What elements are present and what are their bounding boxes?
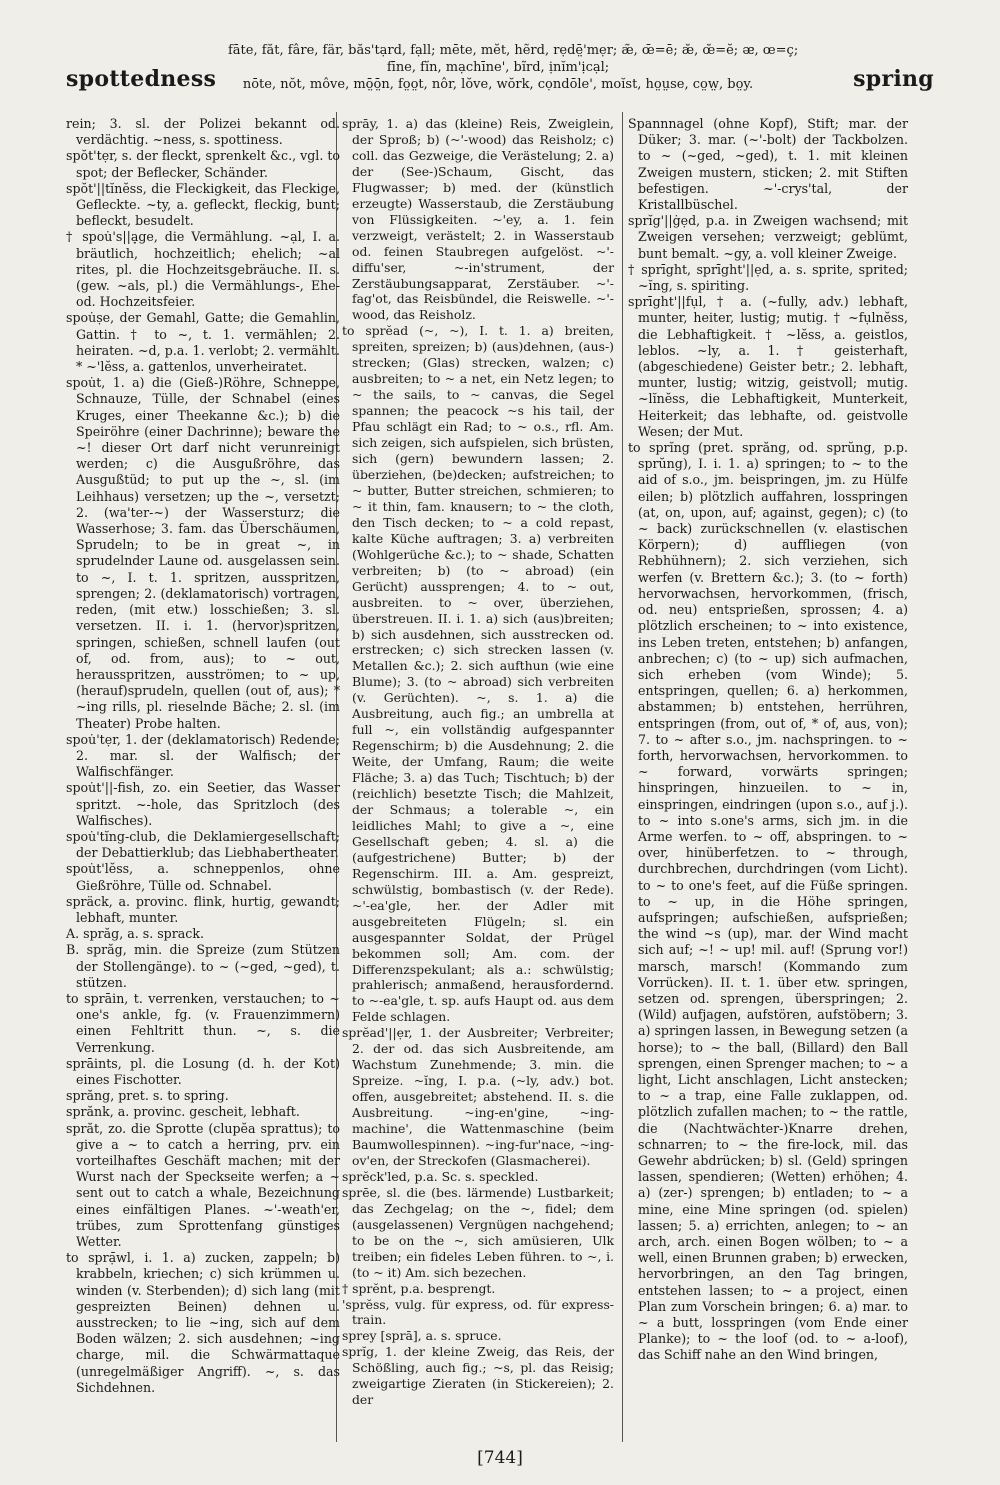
dictionary-entry: sprăng, pret. s. to spring. (66, 1088, 229, 1104)
dictionary-entry: to sprạ̄wl, i. 1. a) zucken, zappeln; b) krabbeln, kriechen; c) sich krümmen u. winden (v. Sterbenden); d) sich lang (mit gespreizten Beinen) dehnen u. ausstrecken; to lie ~ing, sich auf dem Boden wälzen; 2. sich ausdehnen; ~ing charge, mil. die Schwärmattaque (unregelmäßiger Angriff). ~, s. das Sichdehnen. (66, 1250, 340, 1395)
column-divider (622, 112, 623, 1442)
dictionary-entry: sprănk, a. provinc. gescheit, lebhaft. (66, 1104, 300, 1120)
dictionary-entry: spou̇ṣe, der Gemahl, Gatte; die Gemahlin, Gattin. † to ~, t. 1. vermählen; 2. heiraten. ~d, p.a. 1. verlobt; 2. vermählt. * ~'lĕss, a. gattenlos, unverheiratet. (66, 310, 340, 375)
dictionary-entry: spou̇'tẹr, 1. der (deklamatorisch) Redende; 2. mar. sl. der Walfisch; der Walfischfänger. (66, 731, 340, 780)
pronunciation-key (228, 42, 799, 93)
dictionary-entry: 'sprĕss, vulg. für express, od. für express-train. (342, 1296, 614, 1328)
pronunciation-key-line: fīne, fĭn, mạchīne', bĩrd, ịnĭm'ịcạl; (386, 60, 610, 75)
dictionary-entry: A. sprăg, a. s. sprack. (66, 926, 204, 942)
dictionary-entry: spou̇t'lĕss, a. schneppenlos, ohne Gießröhre, Tülle od. Schnabel. (66, 861, 340, 893)
guide-word-left: spottedness (66, 66, 217, 92)
dictionary-entry: spou̇t, 1. a) die (Gieß-)Röhre, Schneppe, Schnauze, Tülle, der Schnabel (eines Kruges, einer Theekanne &c.); b) die Speiröhre (einer Dachrinne); beware the ~! dieser Ort darf nicht verunreinigt werden; c) die Ausgußröhre, das Ausgußtüd; to put up the ~, sl. (im Leihhaus) versetzen; up the ~, versetzt; 2. (wa'ter-~) der Wassersturz; die Wasserhose; 3. fam. das Überschäumen, Sprudeln; to be in great ~, in sprudelnder Laune od. ausgelassen sein. to ~, I. t. 1. spritzen, ausspritzen, sprengen; 2. (deklamatorisch) vortragen, reden, (mit etw.) losschießen; 3. sl. versetzen. II. i. 1. (hervor)spritzen, springen, schießen, schnell laufen (out of, od. from, aus); to ~ out, herausspritzen, ausströmen; to ~ up, (herauf)sprudeln, quellen (out of, aus); * ~ing rills, pl. rieselnde Bäche; 2. sl. (im Theater) Probe halten. (66, 375, 340, 731)
dictionary-entry: Spannnagel (ohne Kopf), Stift; mar. der Düker; 3. mar. (~'-bolt) der Tackbolzen. to ~ (~ged, ~ged), t. 1. mit kleinen Zweigen mustern, sticken; 2. mit Stiften befestigen. ~'-crys'tal, der Kristallbüschel. (628, 116, 908, 213)
page-number: [744] (477, 1448, 523, 1468)
dictionary-entry: spou̇t'||-fish, zo. ein Seetier, das Wasser spritzt. ~-hole, das Spritzloch (des Walfisches). (66, 780, 340, 828)
dictionary-entry: B. sprăg, min. die Spreize (zum Stützen der Stollengänge). to ~ (~ged, ~ged), t. stützen. (66, 942, 340, 990)
dictionary-entry: spŏt'tẹr, s. der fleckt, sprenkelt &c., vgl. to spot; der Beflecker, Schänder. (66, 148, 340, 180)
dictionary-entry: to sprĭng (pret. sprăng, od. sprŭng, p.p. sprŭng), I. i. 1. a) springen; to ~ to the aid of s.o., jm. beispringen, jm. zu Hülfe eilen; b) plötzlich auffahren, losspringen (at, on, upon, auf; against, gegen); c) (to ~ back) zurückschnellen (v. elastischen Körpern); d) auffliegen (von Rebhühnern); 2. sich verziehen, sich werfen (v. Brettern &c.); 3. (to ~ forth) hervorwachsen, hervorkommen, (frisch, od. neu) entsprießen, sprossen; 4. a) plötzlich erscheinen; to ~ into existence, ins Leben treten, entstehen; b) anfangen, anbrechen; c) (to ~ up) sich aufmachen, sich erheben (vom Winde); 5. entspringen, quellen; 6. a) herkommen, abstammen; b) entstehen, herrühren, entspringen (from, out of, * of, aus, von); 7. to ~ after s.o., jm. nachspringen. to ~ forth, hervorwachsen, hervorkommen. to ~ forward, vorwärts springen; hinspringen, hinzueilen. to ~ in, einspringen, eindringen (upon s.o., auf j.). to ~ into s.one's arms, sich jm. in die Arme werfen. to ~ off, abspringen. to ~ over, hinüberfetzen. to ~ through, durchbrechen, durchdringen (vom Licht). to ~ to one's feet, auf die Füße springen. to ~ up, in die Höhe springen, aufspringen; aufschießen, aufsprießen; the wind ~s (up), mar. der Wind macht sich auf; ~! ~ up! mil. auf! (Sprung vor!) marsch, marsch! (Kommando zum Vorrücken). II. t. 1. über etw. springen, setzen od. sprengen, überspringen; 2. (Wild) aufjagen, aufstören, aufstöbern; 3. a) springen lassen, in Bewegung setzen (a horse); to ~ the ball, (Billard) den Ball sprengen, einen Sprenger machen; to ~ a light, Licht anschlagen, Licht anstecken; to ~ a trap, eine Falle zuklappen, od. plötzlich zufallen machen; to ~ the rattle, die (Nachtwächter-)Knarre drehen, schnarren; to ~ the fire-lock, mil. das Gewehr abdrücken; b) sl. (Geld) springen lassen, spendieren; (Wetten) erhöhen; 4. a) (zer-) sprengen; b) entladen; to ~ a mine, eine Mine springen (od. spielen) lassen; 5. a) errichten, anlegen; to ~ an arch, arch. einen Bogen wölben; to ~ a well, einen Brunnen graben; b) erwecken, hervorbringen, an den Tag bringen, entstehen lassen; to ~ a project, einen Plan zum Vorschein bringen; 6. a) mar. to ~ a butt, losspringen (vom Ende einer Planke); to ~ the loof (od. to ~ a-loof), das Schiff nahe an den Wind bringen, (628, 440, 908, 1363)
dictionary-entry: sprey [sprā], a. s. spruce. (342, 1328, 502, 1344)
dictionary-entry: sprīght'||fụl, † a. (~fully, adv.) lebhaft, munter, heiter, lustig; mutig. † ~fụlnĕss, die Lebhaftigkeit. † ~lĕss, a. geistlos, leblos. ~ly, a. 1. † geisterhaft, (abgeschiedene) Geister betr.; 2. lebhaft, munter, lustig; witzig, geistvoll; mutig. ~lĭnĕss, die Lebhaftigkeit, Munterkeit, Heiterkeit; das lebhafte, od. geistvolle Wesen; der Mut. (628, 294, 908, 439)
dictionary-entry: sprĕck'led, p.a. Sc. s. speckled. (342, 1168, 539, 1184)
dictionary-entry: rein; 3. sl. der Polizei bekannt od. verdächtig. ~ness, s. spottiness. (66, 116, 340, 148)
dictionary-entry: spŏt'||tĭnĕss, die Fleckigkeit, das Fleckige, Gefleckte. ~ty, a. gefleckt, fleckig, bunt; befleckt, besudelt. (66, 180, 340, 229)
dictionary-entry: sprĭg, 1. der kleine Zweig, das Reis, der Schößling, auch fig.; ~s, pl. das Reisig; zweigartige Zieraten (in Stickereien); 2. der (342, 1344, 614, 1408)
column-middle (342, 116, 614, 1408)
dictionary-entry: sprăt, zo. die Sprotte (clupĕa sprattus); to give a ~ to catch a herring, prv. ein vorteilhaftes Geschäft machen; mit der Wurst nach der Speckseite werfen; a ~ sent out to catch a whale, Bezeichnung eines einfältigen Planes. ~'-weath'er, trübes, zum Sprottenfang günstiges Wetter. (66, 1120, 340, 1250)
dictionary-entry: † spou̇'s||ạ̣ge, die Vermählung. ~ạl, I. a. bräutlich, hochzeitlich; ehelich; ~al rites, pl. die Hochzeitsgebräuche. II. s. (gew. ~als, pl.) die Vermählungs-, Ehe- od. Hochzeitsfeier. (66, 229, 340, 310)
pronunciation-key-line: nōte, nŏt, môve, mō̤ō̤n, fo̤o̤t, nôr, lŏve, wŏrk, cọndōle', moĭst, ho̤ṳse, co̤w̤, bo̤y. (242, 77, 754, 92)
dictionary-entry: † sprīght, sprīght'||ẹd, a. s. sprite, sprited; ~ĭng, s. spiriting. (628, 261, 908, 294)
dictionary-entry: to sprĕad (~, ~), I. t. 1. a) breiten, spreiten, spreizen; b) (aus)dehnen, (aus-) strecken; (Glas) strecken, walzen; c) ausbreiten; to ~ a net, ein Netz legen; to ~ the sails, to ~ canvas, die Segel spannen; the peacock ~s his tail, der Pfau schlägt ein Rad; to ~ o.s., rfl. Am. sich zeigen, sich aufspielen, sich brüsten, sich (gern) bewundern lassen; 2. überziehen, (be)decken; aufstreichen; to ~ butter, Butter streichen, schmieren; to ~ it thin, fam. knausern; to ~ the cloth, den Tisch decken; to ~ a cold repast, kalte Küche auftragen; 3. a) verbreiten (Wohlgerüche &c.); to ~ shade, Schatten verbreiten; b) (to ~ abroad) (ein Gerücht) aussprengen; 4. to ~ out, ausbreiten. to ~ over, überziehen, überstreuen. II. i. 1. a) sich (aus)breiten; b) sich ausdehnen, sich ausstrecken od. erstrecken; c) sich strecken lassen (v. Metallen &c.); 2. sich aufthun (wie eine Blume); 3. (to ~ abroad) sich verbreiten (v. Gerüchten). ~, s. 1. a) die Ausbreitung, auch fig.; an umbrella at full ~, ein vollständig aufgespannter Regenschirm; b) die Ausdehnung; 2. die Weite, der Umfang, Raum; die weite Fläche; 3. a) das Tuch; Tischtuch; b) der (reichlich) besetzte Tisch; die Mahlzeit, der Schmaus; a tolerable ~, ein leidliches Mahl; to give a ~, eine Gesellschaft geben; 4. sl. a) die (aufgestrichene) Butter; b) der Regenschirm. III. a. Am. gespreizt, schwülstig, bombastisch (v. der Rede). ~'-ea'gle, her. der Adler mit ausgebreiteten Flügeln; sl. ein ausgespannter Soldat, der Prügel bekommen soll; Am. com. der Differenzspekulant; als a.: schwülstig; prahlerisch; anmaßend, herausfordernd. to ~-ea'gle, t. sp. aufs Haupt od. aus dem Felde schlagen. (342, 323, 614, 1025)
column-left (66, 116, 340, 1396)
pronunciation-key-line: fāte, făt, fâre, fär, băs'tạrd, fạll; mēte, mĕt, hẽrd, rẹdē̤'mẹr; æ̃, œ̄=ē; æ̆, œ̆=ĕ; ᴂ, œ=ç; (228, 43, 799, 58)
column-right (628, 116, 908, 1364)
guide-word-right: spring (853, 66, 934, 92)
dictionary-entry: sprēe, sl. die (bes. lärmende) Lustbarkeit; das Zechgelag; on the ~, fidel; dem (ausgelassenen) Vergnügen nachgehend; to be on the ~, sich amüsieren, Ulk treiben; ein fideles Leben führen. to ~, i. (to ~ it) Am. sich bezechen. (342, 1184, 614, 1280)
dictionary-entry: sprāy, 1. a) das (kleine) Reis, Zweiglein, der Sproß; b) (~'-wood) das Reisholz; c) coll. das Gezweige, die Verästelung; 2. a) der (See-)Schaum, Gischt, das Flugwasser; b) med. der (künstlich erzeugte) Wasserstaub, die Zerstäubung von Flüssigkeiten. ~'ey, a. 1. fein verzweigt, verästelt; 2. in Wasserstaub od. feinen Staubregen aufgelöst. ~'-diffu'ser, ~-in'strument, der Zerstäubungsapparat, Zerstäuber. ~'-fag'ot, das Reisbündel, die Reiswelle. ~'-wood, das Reisholz. (342, 116, 614, 323)
dictionary-entry: spou̇'tĭng-club, die Deklamiergesellschaft; der Debattierklub; das Liebhabertheater. (66, 828, 340, 861)
dictionary-entry: to sprāin, t. verrenken, verstauchen; to ~ one's ankle, fg. (v. Frauenzimmern) einen Fehltritt thun. ~, s. die Verrenkung. (66, 990, 340, 1055)
dictionary-entry: spräck, a. provinc. flink, hurtig, gewandt; lebhaft, munter. (66, 893, 340, 925)
dictionary-entry: sprāints, pl. die Losung (d. h. der Kot) eines Fischotter. (66, 1055, 340, 1087)
dictionary-entry: sprĭg'||ġẹd, p.a. in Zweigen wachsend; mit Zweigen versehen; verzweigt; geblümt, bunt bemalt. ~gy, a. voll kleiner Zweige. (628, 213, 908, 261)
dictionary-entry: † sprĕnt, p.a. besprengt. (342, 1280, 496, 1296)
dictionary-entry: sprĕad'||ẹr, 1. der Ausbreiter; Verbreiter; 2. der od. das sich Ausbreitende, am Wachstum Zunehmende; 3. min. die Spreize. ~ĭng, I. p.a. (~ly, adv.) bot. offen, ausgebreitet; abstehend. II. s. die Ausbreitung. ~ing-en'gine, ~ing-machine', die Wattenmaschine (beim Baumwollespinnen). ~ing-fur'nace, ~ing-ov'en, der Streckofen (Glasmacherei). (342, 1025, 614, 1168)
